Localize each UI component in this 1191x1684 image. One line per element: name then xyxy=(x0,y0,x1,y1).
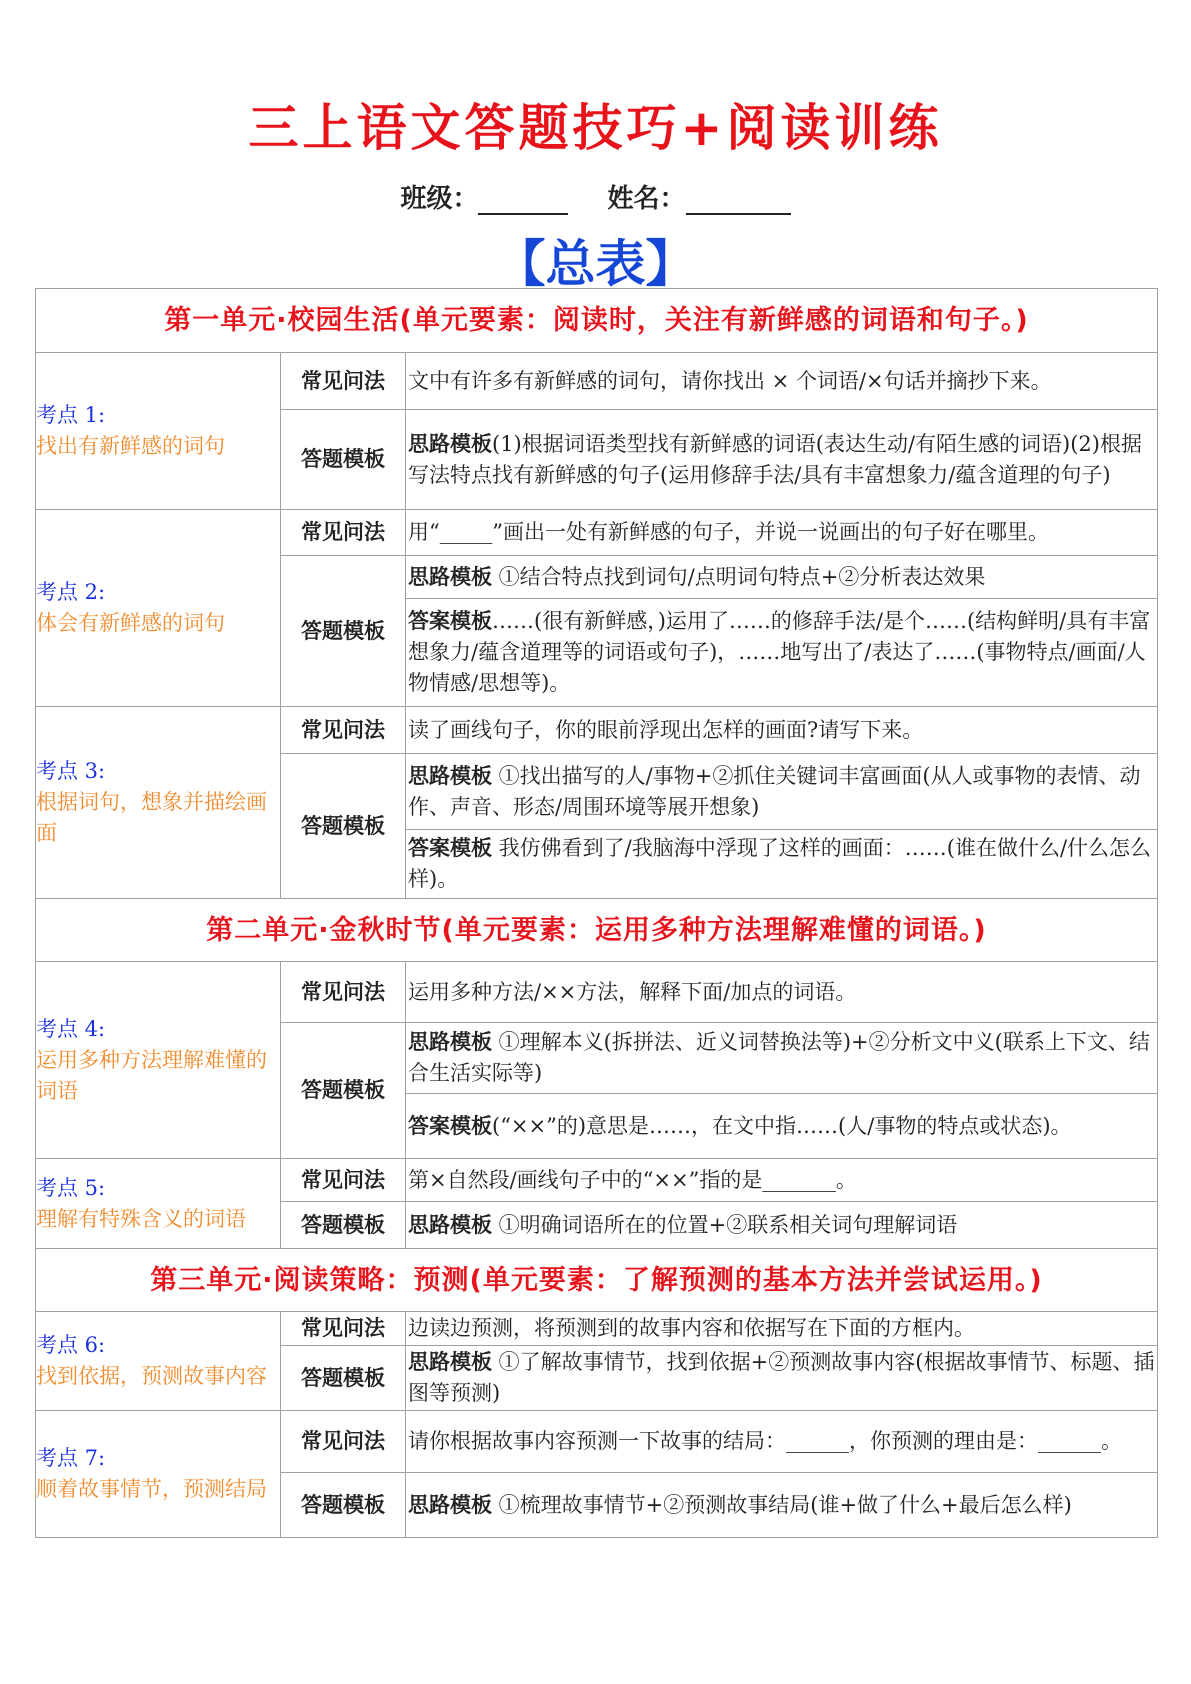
point-label: 考点 4: xyxy=(36,1016,106,1041)
daan-template xyxy=(406,1094,1158,1159)
silu-label: 思路模板 xyxy=(408,1350,492,1374)
silu-template xyxy=(406,1023,1158,1094)
document-title: 三上语文答题技巧+阅读训练 xyxy=(248,99,943,157)
unit-3-header: 第三单元·阅读策略：预测(单元要素：了解预测的基本方法并尝试运用。) xyxy=(36,1249,1158,1312)
question-text: 边读边预测，将预测到的故事内容和依据写在下面的方框内。 xyxy=(406,1312,1158,1346)
point-6 xyxy=(36,1312,281,1411)
silu-template xyxy=(406,1202,1158,1249)
answer-label: 答题模板 xyxy=(281,556,406,707)
point-label: 考点 5: xyxy=(36,1175,106,1200)
silu-label: 思路模板 xyxy=(408,431,492,456)
silu-label: 思路模板 xyxy=(408,1492,492,1517)
question-label: 常见问法 xyxy=(281,1159,406,1202)
silu-template xyxy=(406,1346,1158,1411)
point-text: 找出有新鲜感的词句 xyxy=(36,434,225,458)
silu-text: ①明确词语所在的位置+②联系相关词句理解词语 xyxy=(492,1212,958,1237)
summary-heading: 【总表】 xyxy=(495,235,696,293)
silu-template xyxy=(406,1473,1158,1538)
point-4 xyxy=(36,962,281,1159)
point-text: 顺着故事情节，预测结局 xyxy=(36,1477,267,1501)
daan-template xyxy=(406,830,1158,899)
answer-label: 答题模板 xyxy=(281,1023,406,1159)
point-label: 考点 3: xyxy=(36,759,106,783)
point-text: 理解有特殊含义的词语 xyxy=(36,1206,246,1231)
daan-label: 答案模板 xyxy=(408,1113,492,1138)
question-text: 第×自然段/画线句子中的“××”指的是_______。 xyxy=(406,1159,1158,1202)
student-info xyxy=(0,178,1191,215)
point-label: 考点 7: xyxy=(36,1446,106,1470)
question-label: 常见问法 xyxy=(281,1312,406,1346)
point-1 xyxy=(36,353,281,510)
daan-label: 答案模板 xyxy=(408,609,492,633)
answer-label: 答题模板 xyxy=(281,754,406,899)
point-text: 根据词句，想象并描绘画面 xyxy=(36,790,267,845)
silu-text: ①结合特点找到词句/点明词句特点+②分析表达效果 xyxy=(492,564,986,589)
unit-2-header: 第二单元·金秋时节(单元要素：运用多种方法理解难懂的词语。) xyxy=(36,899,1158,962)
question-text: 运用多种方法/××方法，解释下面/加点的词语。 xyxy=(406,962,1158,1023)
point-5 xyxy=(36,1159,281,1249)
point-2 xyxy=(36,510,281,707)
question-label: 常见问法 xyxy=(281,962,406,1023)
silu-label: 思路模板 xyxy=(408,564,492,589)
question-label: 常见问法 xyxy=(281,353,406,410)
silu-text: (1)根据词语类型找有新鲜感的词语(表达生动/有陌生感的词语)(2)根据写法特点找有新鲜感的句子(运用修辞手法/具有丰富想象力/蕴含道理的句子) xyxy=(408,431,1142,487)
unit-1-header: 第一单元·校园生活(单元要素：阅读时，关注有新鲜感的词语和句子。) xyxy=(36,289,1158,353)
question-text: 请你根据故事内容预测一下故事的结局：______，你预测的理由是：______。 xyxy=(406,1411,1158,1473)
silu-template xyxy=(406,410,1158,510)
silu-label: 思路模板 xyxy=(408,763,492,788)
point-text: 体会有新鲜感的词句 xyxy=(36,611,225,635)
point-3 xyxy=(36,707,281,899)
question-text: 读了画线句子，你的眼前浮现出怎样的画面?请写下来。 xyxy=(406,707,1158,754)
silu-text: ①找出描写的人/事物+②抓住关键词丰富画面(从人或事物的表情、动作、声音、形态/周围环境等展开想象) xyxy=(408,763,1141,819)
daan-template xyxy=(406,599,1158,707)
silu-text: ①理解本义(拆拼法、近义词替换法等)+②分析文中义(联系上下文、结合生活实际等) xyxy=(408,1030,1150,1085)
silu-template xyxy=(406,556,1158,599)
point-label: 考点 6: xyxy=(36,1333,106,1357)
daan-text: 我仿佛看到了/我脑海中浮现了这样的画面：……(谁在做什么/什么怎么样)。 xyxy=(408,836,1152,891)
point-text: 运用多种方法理解难懂的词语 xyxy=(36,1047,267,1103)
summary-table xyxy=(35,288,1158,1538)
point-label: 考点 1: xyxy=(36,403,106,427)
name-blank[interactable] xyxy=(686,187,791,215)
daan-text: (“××”的)意思是……，在文中指……(人/事物的特点或状态)。 xyxy=(492,1113,1072,1138)
question-label: 常见问法 xyxy=(281,707,406,754)
silu-label: 思路模板 xyxy=(408,1212,492,1237)
class-label: 班级： xyxy=(400,184,479,214)
daan-label: 答案模板 xyxy=(408,836,492,860)
question-text: 用“_____”画出一处有新鲜感的句子，并说一说画出的句子好在哪里。 xyxy=(406,510,1158,556)
point-7 xyxy=(36,1411,281,1538)
question-label: 常见问法 xyxy=(281,510,406,556)
answer-label: 答题模板 xyxy=(281,1473,406,1538)
point-text: 找到依据，预测故事内容 xyxy=(36,1364,267,1388)
question-label: 常见问法 xyxy=(281,1411,406,1473)
answer-label: 答题模板 xyxy=(281,1346,406,1411)
class-blank[interactable] xyxy=(478,187,568,215)
daan-text: ……(很有新鲜感，)运用了……的修辞手法/是个……(结构鲜明/具有丰富想象力/蕴含道理等的词语或句子)，……地写出了/表达了……(事物特点/画面/人物情感/思想等)。 xyxy=(408,609,1151,695)
name-label: 姓名： xyxy=(607,184,686,214)
answer-label: 答题模板 xyxy=(281,410,406,510)
silu-template xyxy=(406,754,1158,830)
question-text: 文中有许多有新鲜感的词句，请你找出 × 个词语/×句话并摘抄下来。 xyxy=(406,353,1158,410)
point-label: 考点 2: xyxy=(36,580,106,604)
answer-label: 答题模板 xyxy=(281,1202,406,1249)
silu-label: 思路模板 xyxy=(408,1030,492,1054)
silu-text: ①梳理故事情节+②预测故事结局(谁+做了什么+最后怎么样) xyxy=(492,1492,1072,1517)
silu-text: ①了解故事情节，找到依据+②预测故事内容(根据故事情节、标题、插图等预测) xyxy=(408,1350,1155,1405)
